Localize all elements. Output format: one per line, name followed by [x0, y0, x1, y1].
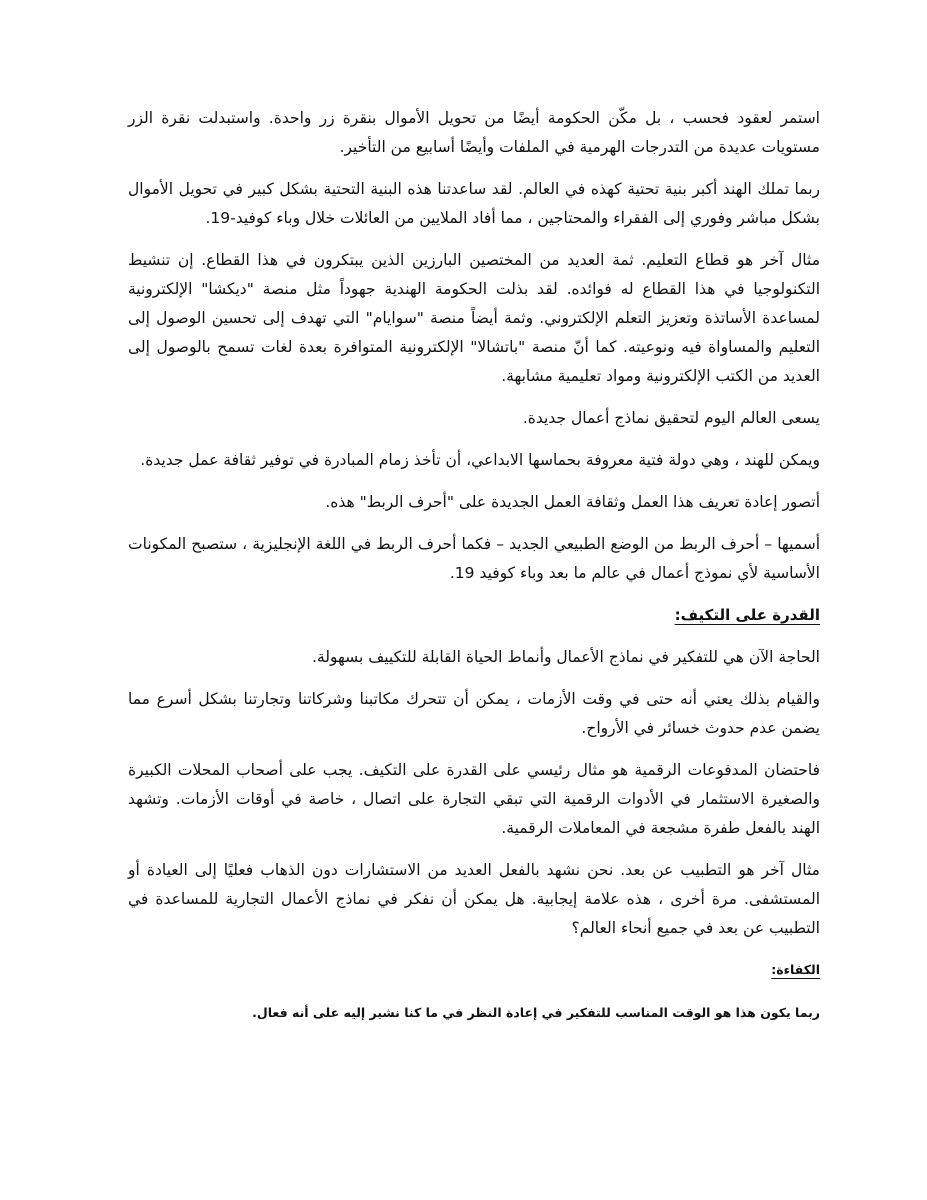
paragraph-conjunctions-intro: أتصور إعادة تعريف هذا العمل وثقافة العمل الجديدة على "أحرف الربط" هذه.: [325, 493, 820, 511]
paragraph-digital-payments: فاحتضان المدفوعات الرقمية هو مثال رئيسي على القدرة على التكيف. يجب على أصحاب المحلات الكبيرة والصغيرة الاستثمار في الأدوات الرقمية التي تبقي التجارة على اتصال ، خاصة في أوقات الأزمات. وتشهد الهند بالفعل طفرة مشجعة في المعاملات الرقمية.: [128, 761, 820, 837]
paragraph-education-sector: مثال آخر هو قطاع التعليم. ثمة العديد من المختصين البارزين الذين يبتكرون في هذا القطاع. إن تنشيط التكنولوجيا في هذا القطاع له فوائده. لقد بذلت الحكومة الهندية جهوداً مثل منصة "ديكشا" الإلكترونية لمساعدة الأساتذة وتعزيز التعلم الإلكتروني. وثمة أيضاً منصة "سوايام" التي تهدف إلى تحسين الوصول إلى التعليم والمساواة فيه ونوعيته. كما أنّ منصة "باتشالا" الإلكترونية المتوافرة بعدة لغات تسمح بالوصول إلى العديد من الكتب الإلكترونية ومواد تعليمية مشابهة.: [128, 251, 820, 385]
document-page: [128, 104, 820, 1026]
paragraph-new-business-models: يسعى العالم اليوم لتحقيق نماذج أعمال جديدة.: [522, 409, 820, 427]
heading-efficiency: الكفاءة:: [771, 962, 820, 977]
paragraph-telemedicine: مثال آخر هو التطبيب عن بعد. نحن نشهد بالفعل العديد من الاستشارات دون الذهاب فعليًا إلى العيادة أو المستشفى. مرة أخرى ، هذه علامة إيجابية. هل يمكن أن نفكر في نماذج الأعمال التجارية للمساعدة في التطبيب عن بعد في جميع أنحاء العالم؟: [128, 861, 820, 937]
paragraph-india-work-culture: ويمكن للهند ، وهي دولة فتية معروفة بحماسها الابداعي، أن تأخذ زمام المبادرة في توفير ثقافة عمل جديدة.: [140, 451, 820, 469]
paragraph-india-infrastructure: ربما تملك الهند أكبر بنية تحتية كهذه في العالم. لقد ساعدتنا هذه البنية التحتية بشكل كبير في تحويل الأموال بشكل مباشر وفوري إلى الفقراء والمحتاجين ، مما أفاد الملايين من العائلات خلال وباء كوفيد-19.: [128, 180, 820, 227]
paragraph-crisis-movement: والقيام بذلك يعني أنه حتى في وقت الأزمات ، يمكن أن تتحرك مكاتبنا وشركاتنا وتجارتنا بشكل أسرع مما يضمن عدم حدوث خسائر في الأرواح.: [128, 690, 820, 737]
paragraph-efficiency-rethink: ربما يكون هذا هو الوقت المناسب للتفكير في إعادة النظر في ما كنا نشير إليه على أنه فعال.: [252, 1005, 820, 1020]
heading-adaptability: القدرة على التكيف:: [674, 606, 820, 624]
paragraph-conjunctions-new-normal: أسميها – أحرف الربط من الوضع الطبيعي الجديد – فكما أحرف الربط في اللغة الإنجليزية ، ستصبح المكونات الأساسية لأي نموذج أعمال في عالم ما بعد وباء كوفيد 19.: [128, 535, 820, 582]
paragraph-money-transfer-click: استمر لعقود فحسب ، بل مكّن الحكومة أيضًا من تحويل الأموال بنقرة زر واحدة. واستبدلت نقرة الزر مستويات عديدة من التدرجات الهرمية في الملفات وأيضًا أسابيع من التأخير.: [128, 109, 820, 156]
paragraph-adaptable-models: الحاجة الآن هي للتفكير في نماذج الأعمال وأنماط الحياة القابلة للتكييف بسهولة.: [312, 648, 820, 666]
